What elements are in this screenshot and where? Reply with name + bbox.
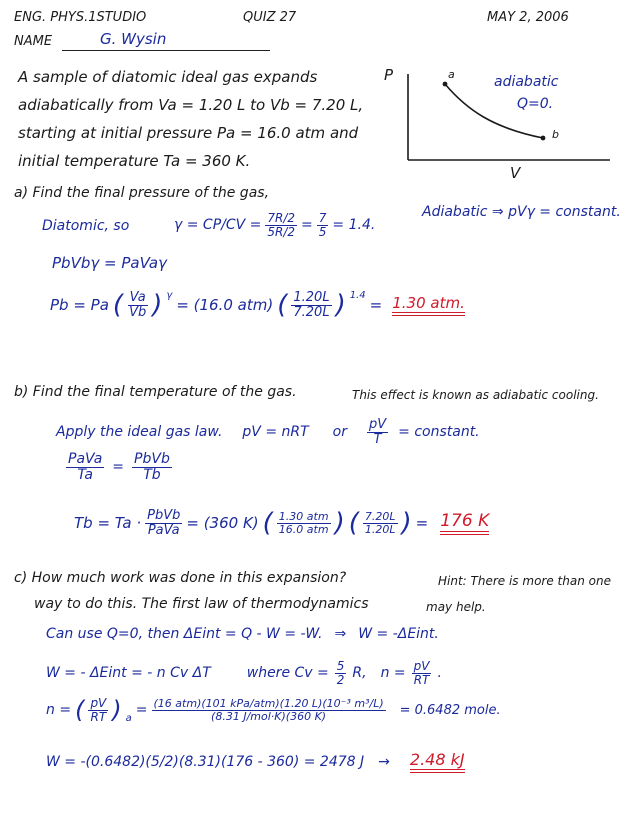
answer-c: 2.48 kJ	[410, 750, 465, 773]
n-calc-num: (16 atm)(101 kPa/atm)(1.20 L)(10⁻³ m³/L)	[153, 696, 384, 710]
tb-mid: = (360 K)	[186, 514, 259, 532]
gamma-value: = 1.4.	[332, 217, 376, 234]
seven-fifths-den: 5	[318, 224, 327, 239]
ratio-lhs-den: Ta	[77, 466, 93, 483]
point-b-marker	[541, 136, 546, 141]
paren-close-2: )	[335, 290, 346, 320]
pv-over-t-num: pV	[368, 417, 387, 432]
paren-open-4: (	[348, 508, 359, 538]
work-calc-arrow: →	[378, 753, 390, 770]
pb-equals: =	[369, 296, 383, 314]
first-law-result: W = -ΔEint.	[358, 626, 439, 642]
work-calc-line	[46, 750, 465, 773]
tb-equation	[74, 508, 489, 538]
problem-line-1: A sample of diatomic ideal gas expands	[18, 68, 318, 86]
p-ratio-den: 16.0 atm	[278, 522, 329, 536]
tb-frac-den: PaVa	[147, 522, 180, 538]
part-c-hint-l2: may help.	[426, 600, 486, 614]
name-underline	[62, 50, 270, 51]
va-vb-fraction	[127, 291, 148, 319]
paren-open-5: (	[75, 696, 85, 724]
or-text: or	[332, 424, 347, 441]
tb-lhs: Tb = Ta ·	[74, 514, 142, 532]
diatomic-text: Diatomic, so	[42, 218, 130, 234]
gamma-lhs: γ = CP/CV =	[174, 217, 262, 234]
cv-num: 5	[336, 659, 345, 673]
first-law-text: Can use Q=0, then ΔEint = Q - W = -W.	[46, 626, 323, 642]
date-label: MAY 2, 2006	[487, 10, 569, 25]
part-a-question: a) Find the final pressure of the gas,	[14, 185, 270, 201]
pb-lhs: Pb = Pa	[50, 296, 109, 314]
work-calc-text: W = -(0.6482)(5/2)(8.31)(176 - 360) = 2478 J	[46, 753, 365, 770]
volume-ratio-b-fraction	[363, 511, 398, 535]
apply-text: Apply the ideal gas law.	[56, 424, 223, 441]
course-label: ENG. PHYS.1STUDIO	[14, 10, 147, 25]
quiz-label: QUIZ 27	[243, 10, 297, 25]
ratio-rhs	[132, 452, 172, 482]
adiabatic-label: adiabatic	[494, 74, 559, 90]
seven-fifths-fraction	[317, 212, 329, 238]
part-c-question-l2: way to do this. The first law of thermodynamics	[34, 596, 369, 612]
n-lhs-den: RT	[90, 709, 107, 724]
ideal-gas-line	[56, 418, 480, 446]
ratio-lhs-num: PaVa	[68, 451, 103, 467]
n-calc-lhs: n =	[46, 702, 72, 718]
p-axis-label: P	[384, 66, 394, 84]
point-a-label: a	[448, 68, 455, 81]
first-law-arrow: ⇒	[334, 626, 347, 642]
problem-line-2: adiabatically from Va = 1.20 L to Vb = 7.20 L,	[18, 96, 364, 114]
ratio-equals: =	[112, 459, 125, 476]
cv-r: R,	[352, 665, 367, 682]
first-law-line	[46, 626, 439, 642]
v-ratio-num: 7.20L	[364, 509, 396, 523]
ratio-rhs-den: Tb	[143, 466, 161, 483]
paren-close-3: )	[334, 508, 345, 538]
q-zero-label: Q=0.	[517, 96, 554, 112]
n-lhs-num: pV	[90, 695, 107, 710]
tb-pressure-volume-fraction	[145, 509, 182, 537]
n-def-end: .	[437, 665, 442, 682]
point-a-marker	[443, 82, 448, 87]
name-label: NAME	[14, 34, 53, 49]
exp-14: 1.4	[349, 290, 366, 301]
pb-equation	[50, 290, 465, 320]
part-c-question-l1: c) How much work was done in this expansion?	[14, 570, 347, 586]
n-lhs-fraction	[88, 697, 108, 723]
n-calc-line	[46, 696, 501, 724]
constant-text: = constant.	[398, 424, 480, 441]
vol-num: 1.20L	[293, 289, 330, 305]
point-b-label: b	[552, 128, 559, 141]
v-ratio-den: 1.20L	[364, 522, 396, 536]
n-def-lhs: n =	[380, 665, 406, 682]
va-num: Va	[129, 289, 146, 305]
gamma-fraction-den: 5R/2	[267, 224, 296, 239]
cv-fraction	[335, 660, 347, 686]
part-b-note: This effect is known as adiabatic cooling.	[352, 388, 599, 402]
volume-ratio-fraction	[291, 291, 331, 319]
n-calc-fraction	[152, 698, 386, 722]
part-c-hint-l1: Hint: There is more than one	[438, 574, 611, 588]
v-axis-label: V	[510, 164, 521, 182]
n-result: = 0.6482 mole.	[399, 702, 501, 718]
n-def-den: RT	[413, 672, 430, 687]
problem-line-4: initial temperature Ta = 360 K.	[18, 152, 251, 170]
paren-open-1: (	[112, 290, 124, 320]
n-calc-equals: =	[135, 702, 148, 718]
cv-den: 2	[336, 672, 345, 687]
gamma-fraction-num: 7R/2	[267, 211, 296, 225]
paren-open-2: (	[277, 290, 288, 320]
vb-den: Vb	[129, 304, 147, 320]
work-energy-line	[46, 660, 442, 686]
vol-den: 7.20L	[293, 304, 330, 320]
n-def-fraction	[412, 660, 432, 686]
adiabatic-relation: Adiabatic ⇒ pVγ = constant.	[422, 204, 621, 220]
ratio-equation	[66, 452, 172, 482]
ratio-rhs-num: PbVb	[134, 451, 170, 467]
problem-line-3: starting at initial pressure Pa = 16.0 atm and	[18, 124, 359, 142]
ratio-lhs	[66, 452, 104, 482]
work-energy-text: W = - ΔEint = - n Cv ΔT	[46, 665, 211, 682]
paren-close-4: )	[401, 508, 412, 538]
seven-fifths-num: 7	[318, 211, 327, 225]
n-sub-a: a	[125, 713, 132, 724]
paren-close-5: )	[112, 696, 122, 724]
paren-open-3: (	[262, 508, 273, 538]
pv-gamma-equation: PbVbγ = PaVaγ	[52, 254, 167, 272]
ideal-gas-law: pV = nRT	[242, 424, 309, 441]
where-cv-text: where Cv =	[246, 665, 329, 682]
pb-mid: = (16.0 atm)	[176, 296, 274, 314]
pressure-ratio-fraction	[277, 511, 331, 535]
part-b-question: b) Find the final temperature of the gas.	[14, 384, 297, 400]
name-value: G. Wysin	[100, 30, 167, 48]
gamma-fraction	[265, 212, 297, 238]
gamma-equals: =	[301, 217, 313, 234]
p-ratio-num: 1.30 atm	[278, 509, 329, 523]
answer-b: 176 K	[440, 511, 489, 535]
n-calc-den: (8.31 J/mol·K)(360 K)	[211, 709, 327, 723]
pv-over-t	[367, 418, 388, 446]
gamma-expression	[174, 212, 375, 238]
tb-frac-num: PbVb	[147, 507, 181, 523]
n-def-num: pV	[413, 659, 430, 673]
answer-a: 1.30 atm.	[392, 294, 465, 316]
paren-close-1: )	[152, 290, 163, 320]
exp-gamma: γ	[166, 290, 173, 301]
pv-over-t-den: T	[373, 431, 382, 447]
tb-equals: =	[415, 514, 429, 532]
